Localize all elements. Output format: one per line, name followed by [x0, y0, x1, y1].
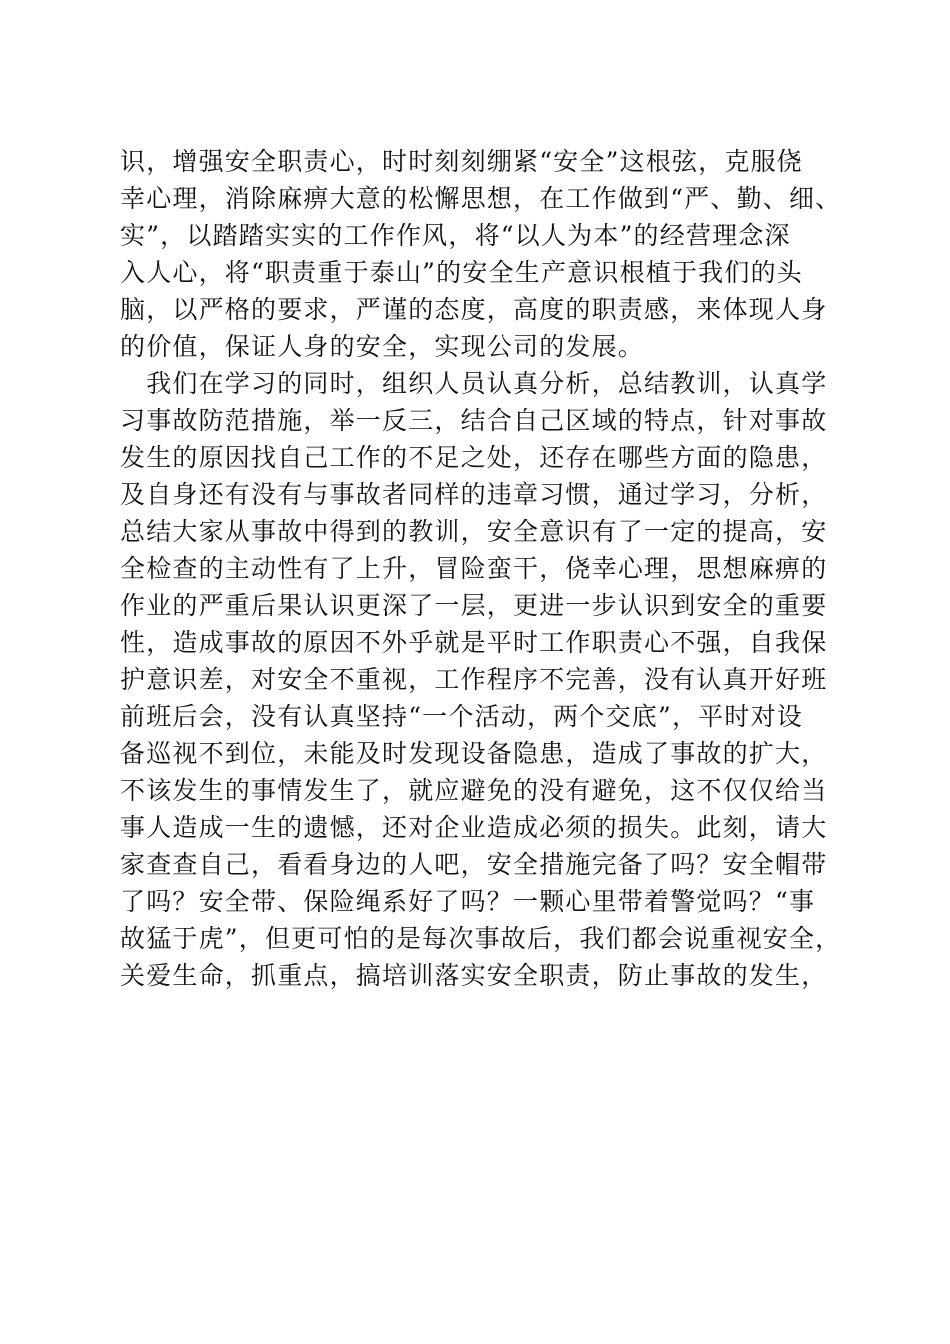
text-line: 发生的原因找自己工作的不足之处，还存在哪些方面的隐患， — [120, 443, 828, 472]
text-line: 前班后会，没有认真坚持“一个活动，两个交底”，平时对设 — [120, 702, 803, 731]
text-line: 家查查自己，看看身边的人吧，安全措施完备了吗？安全帽带 — [120, 850, 828, 879]
text-line: 识，增强安全职责心，时时刻刻绷紧“安全”这根弦，克服侥 — [120, 147, 803, 176]
text-line: 故猛于虎”，但更可怕的是每次事故后，我们都会说重视安全， — [120, 924, 842, 953]
body-text — [120, 143, 840, 994]
text-line: 了吗？安全带、保险绳系好了吗？一颗心里带着警觉吗？“事 — [120, 887, 816, 916]
text-line: 及自身还有没有与事故者同样的违章习惯，通过学习，分析， — [120, 480, 828, 509]
text-line: 全检查的主动性有了上升，冒险蛮干，侥幸心理，思想麻痹的 — [120, 554, 828, 583]
text-line: 的价值，保证人身的安全，实现公司的发展。 — [120, 332, 645, 361]
text-line: 护意识差，对安全不重视，工作程序不完善，没有认真开好班 — [120, 665, 828, 694]
text-line: 不该发生的事情发生了，就应避免的没有避免，这不仅仅给当 — [120, 776, 828, 805]
text-line: 幸心理，消除麻痹大意的松懈思想，在工作做到“严、勤、细、 — [120, 184, 842, 213]
text-line: 脑，以严格的要求，严谨的态度，高度的职责感，来体现人身 — [120, 295, 828, 324]
text-line: 事人造成一生的遗憾，还对企业造成必须的损失。此刻，请大 — [120, 813, 828, 842]
text-line: 实”，以踏踏实实的工作作风，将“以人为本”的经营理念深 — [120, 221, 791, 250]
text-line: 备巡视不到位，未能及时发现设备隐患，造成了事故的扩大， — [120, 739, 828, 768]
text-line: 作业的严重后果认识更深了一层，更进一步认识到安全的重要 — [120, 591, 828, 620]
text-line: 我们在学习的同时，组织人员认真分析，总结教训，认真学 — [120, 369, 828, 398]
text-line: 性，造成事故的原因不外乎就是平时工作职责心不强，自我保 — [120, 628, 828, 657]
text-line: 入人心，将“职责重于泰山”的安全生产意识根植于我们的头 — [120, 258, 803, 287]
text-line: 关爱生命，抓重点，搞培训落实安全职责，防止事故的发生， — [120, 961, 828, 990]
text-line: 总结大家从事故中得到的教训，安全意识有了一定的提高，安 — [120, 517, 828, 546]
text-line: 习事故防范措施，举一反三，结合自己区域的特点，针对事故 — [120, 406, 828, 435]
